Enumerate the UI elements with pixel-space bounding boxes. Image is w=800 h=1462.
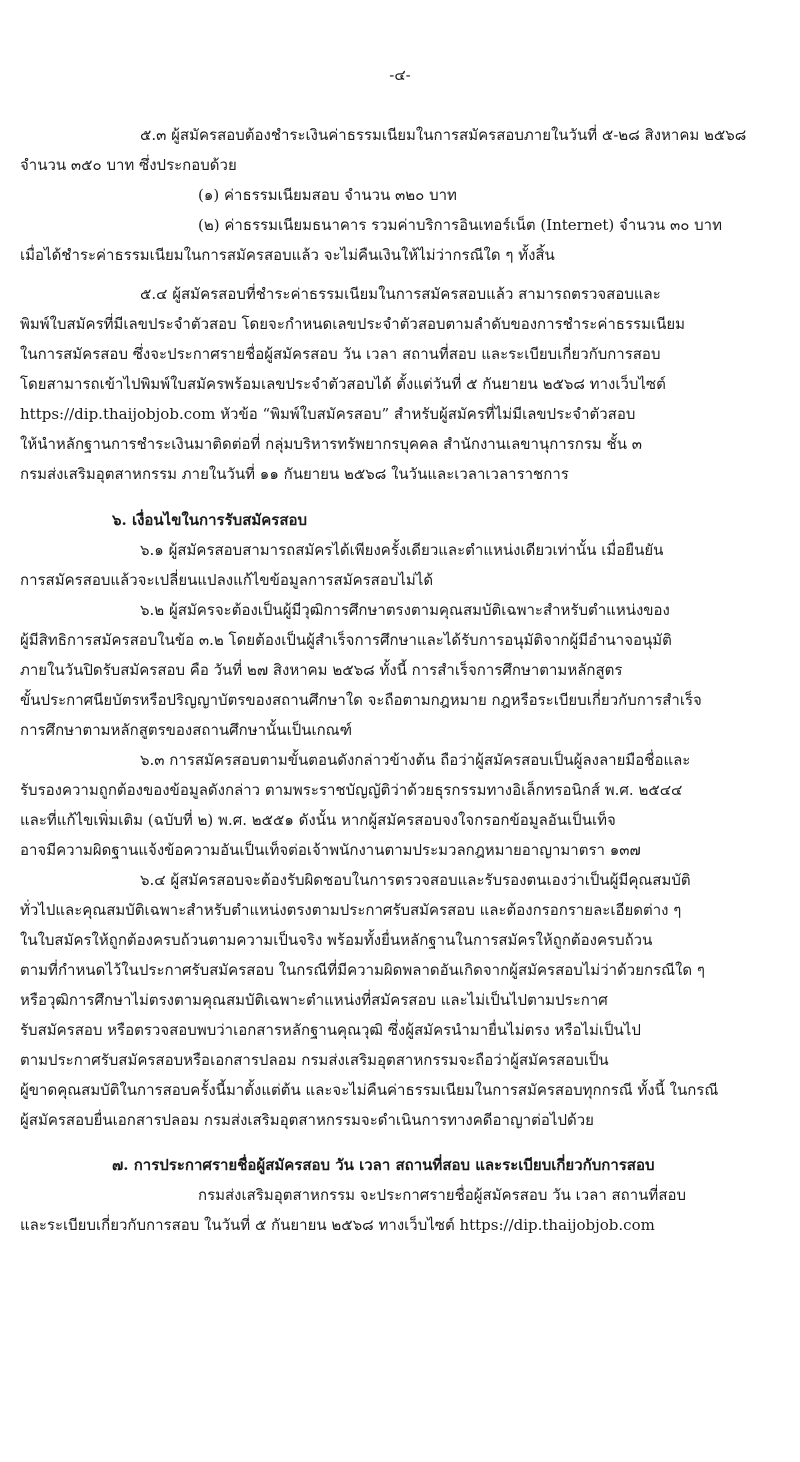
text-line: ภายในวันปิดรับสมัครสอบ คือ วันที่ ๒๗ สิงหาคม ๒๕๖๘ ทั้งนี้ การสำเร็จการศึกษาตามหลักสูตร <box>20 661 623 679</box>
text-line: จำนวน ๓๕๐ บาท ซึ่งประกอบด้วย <box>20 156 237 174</box>
section-heading: ๖. เงื่อนไขในการรับสมัครสอบ <box>112 511 308 529</box>
text-line: ในการสมัครสอบ ซึ่งจะประกาศรายชื่อผู้สมัครสอบ วัน เวลา สถานที่สอบ และระเบียบเกี่ยวกับการสอบ <box>20 345 661 363</box>
text-line: ๕.๔ ผู้สมัครสอบที่ชำระค่าธรรมเนียมในการสมัครสอบแล้ว สามารถตรวจสอบและ <box>140 285 661 303</box>
text-line: เมื่อได้ชำระค่าธรรมเนียมในการสมัครสอบแล้ว จะไม่คืนเงินให้ไม่ว่ากรณีใด ๆ ทั้งสิ้น <box>20 246 555 264</box>
text-line: การสมัครสอบแล้วจะเปลี่ยนแปลงแก้ไขข้อมูลการสมัครสอบไม่ได้ <box>20 571 434 589</box>
text-line: ทั่วไปและคุณสมบัติเฉพาะสำหรับตำแหน่งตรงตามประกาศรับสมัครสอบ และต้องกรอกรายละเอียดต่าง ๆ <box>20 901 682 919</box>
text-line: อาจมีความผิดฐานแจ้งข้อความอันเป็นเท็จต่อเจ้าพนักงานตามประมวลกฎหมายอาญามาตรา ๑๓๗ <box>20 841 641 859</box>
text-line: (๒) ค่าธรรมเนียมธนาคาร รวมค่าบริการอินเทอร์เน็ต (Internet) จำนวน ๓๐ บาท <box>198 216 722 234</box>
text-line: ผู้ขาดคุณสมบัติในการสอบครั้งนี้มาตั้งแต่ต้น และจะไม่คืนค่าธรรมเนียมในการสมัครสอบทุกกรณี ทั้งนี้ ในกรณี <box>20 1081 719 1099</box>
text-line: ในใบสมัครให้ถูกต้องครบถ้วนตามความเป็นจริง พร้อมทั้งยื่นหลักฐานในการสมัครให้ถูกต้องครบถ้วน <box>20 931 653 949</box>
text-line: รับสมัครสอบ หรือตรวจสอบพบว่าเอกสารหลักฐานคุณวุฒิ ซึ่งผู้สมัครนำมายื่นไม่ตรง หรือไม่เป็นไป <box>20 1021 641 1039</box>
text-line: ตามที่กำหนดไว้ในประกาศรับสมัครสอบ ในกรณีที่มีความผิดพลาดอันเกิดจากผู้สมัครสอบไม่ว่าด้วยกรณีใด ๆ <box>20 961 705 979</box>
text-line: (๑) ค่าธรรมเนียมสอบ จำนวน ๓๒๐ บาท <box>198 186 457 204</box>
text-line: ๖.๑ ผู้สมัครสอบสามารถสมัครได้เพียงครั้งเดียวและตำแหน่งเดียวเท่านั้น เมื่อยืนยัน <box>140 541 664 559</box>
text-line: ๖.๓ การสมัครสอบตามขั้นตอนดังกล่าวข้างต้น ถือว่าผู้สมัครสอบเป็นผู้ลงลายมือชื่อและ <box>140 751 691 769</box>
section-heading: ๗. การประกาศรายชื่อผู้สมัครสอบ วัน เวลา สถานที่สอบ และระเบียบเกี่ยวกับการสอบ <box>112 1156 655 1174</box>
text-line: กรมส่งเสริมอุตสาหกรรม ภายในวันที่ ๑๑ กันยายน ๒๕๖๘ ในวันและเวลาเวลาราชการ <box>20 465 569 483</box>
text-line: การศึกษาตามหลักสูตรของสถานศึกษานั้นเป็นเกณฑ์ <box>20 721 353 739</box>
text-line: และระเบียบเกี่ยวกับการสอบ ในวันที่ ๕ กันยายน ๒๕๖๘ ทางเว็บไซต์ https://dip.thaijobjob.com <box>20 1216 655 1234</box>
text-line: ๖.๒ ผู้สมัครจะต้องเป็นผู้มีวุฒิการศึกษาตรงตามคุณสมบัติเฉพาะสำหรับตำแหน่งของ <box>140 601 670 619</box>
text-line: ผู้สมัครสอบยื่นเอกสารปลอม กรมส่งเสริมอุตสาหกรรมจะดำเนินการทางคดีอาญาต่อไปด้วย <box>20 1111 594 1129</box>
text-line: รับรองความถูกต้องของข้อมูลดังกล่าว ตามพระราชบัญญัติว่าด้วยธุรกรรมทางอิเล็กทรอนิกส์ พ.ศ. ๒๕๔๔ <box>20 781 683 799</box>
text-line: หรือวุฒิการศึกษาไม่ตรงตามคุณสมบัติเฉพาะตำแหน่งที่สมัครสอบ และไม่เป็นไปตามประกาศ <box>20 991 608 1009</box>
text-line: ให้นำหลักฐานการชำระเงินมาติดต่อที่ กลุ่มบริหารทรัพยากรบุคคล สำนักงานเลขานุการกรม ชั้น ๓ <box>20 435 643 453</box>
text-line: ๖.๔ ผู้สมัครสอบจะต้องรับผิดชอบในการตรวจสอบและรับรองตนเองว่าเป็นผู้มีคุณสมบัติ <box>140 871 691 889</box>
text-line: ผู้มีสิทธิการสมัครสอบในข้อ ๓.๒ โดยต้องเป็นผู้สำเร็จการศึกษาและได้รับการอนุมัติจากผู้มีอำนาจอนุมัติ <box>20 631 672 649</box>
text-line: https://dip.thaijobjob.com หัวข้อ “พิมพ์ใบสมัครสอบ” สำหรับผู้สมัครที่ไม่มีเลขประจำตัวสอบ <box>20 405 636 423</box>
text-line: โดยสามารถเข้าไปพิมพ์ใบสมัครพร้อมเลขประจำตัวสอบได้ ตั้งแต่วันที่ ๕ กันยายน ๒๕๖๘ ทางเว็บไซต์ <box>20 375 666 393</box>
page-number: -๔- <box>389 66 411 84</box>
text-line: ตามประกาศรับสมัครสอบหรือเอกสารปลอม กรมส่งเสริมอุตสาหกรรมจะถือว่าผู้สมัครสอบเป็น <box>20 1051 609 1069</box>
text-line: และที่แก้ไขเพิ่มเติม (ฉบับที่ ๒) พ.ศ. ๒๕๕๑ ดังนั้น หากผู้สมัครสอบจงใจกรอกข้อมูลอันเป็นเท็จ <box>20 811 616 829</box>
text-line: ขั้นประกาศนียบัตรหรือปริญญาบัตรของสถานศึกษาใด จะถือตามกฎหมาย กฎหรือระเบียบเกี่ยวกับการสำเร็จ <box>20 691 702 709</box>
text-line: พิมพ์ใบสมัครที่มีเลขประจำตัวสอบ โดยจะกำหนดเลขประจำตัวสอบตามลำดับของการชำระค่าธรรมเนียม <box>20 315 686 333</box>
text-line: ๕.๓ ผู้สมัครสอบต้องชำระเงินค่าธรรมเนียมในการสมัครสอบภายในวันที่ ๕-๒๘ สิงหาคม ๒๕๖๘ <box>140 126 747 144</box>
text-line: กรมส่งเสริมอุตสาหกรรม จะประกาศรายชื่อผู้สมัครสอบ วัน เวลา สถานที่สอบ <box>198 1186 687 1204</box>
